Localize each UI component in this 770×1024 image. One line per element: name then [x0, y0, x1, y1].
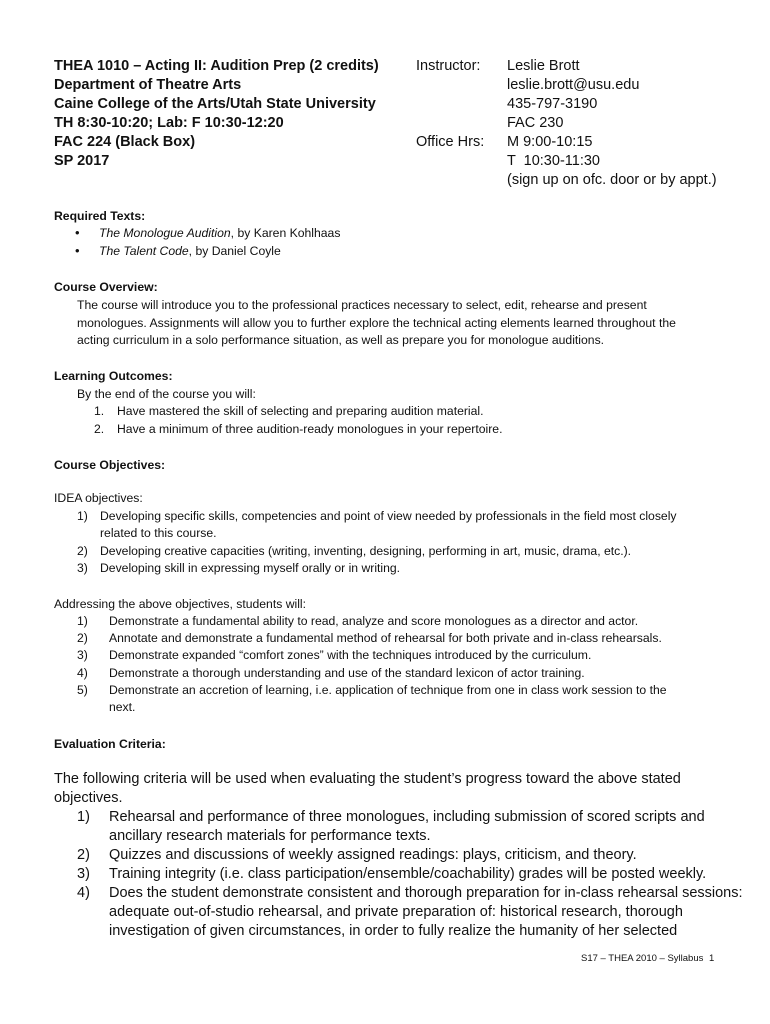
list-item-continuation: investigation of given circumstances, in order to fully realize the humanity of her selected	[109, 923, 678, 939]
list-item: Demonstrate expanded “comfort zones” with the techniques introduced by the curriculum.	[109, 648, 592, 662]
list-item: Developing skill in expressing myself orally or in writing.	[100, 561, 401, 575]
list-item: Demonstrate a thorough understanding and use of the standard lexicon of actor training.	[109, 666, 585, 680]
list-number: 5)	[77, 683, 88, 697]
book-title: The Talent Code	[99, 244, 189, 258]
college: Caine College of the Arts/Utah State University	[54, 96, 376, 112]
list-number: 3)	[77, 561, 88, 575]
list-item: Annotate and demonstrate a fundamental method of rehearsal for both private and in-class rehearsals.	[109, 631, 662, 645]
office-hours-tuesday: T 10:30-11:30	[507, 153, 600, 169]
list-number: 4)	[77, 666, 88, 680]
learning-outcomes-intro: By the end of the course you will:	[77, 387, 256, 401]
list-item: Developing creative capacities (writing, inventing, designing, performing in art, music, drama, etc.).	[100, 544, 632, 558]
list-number: 2)	[77, 631, 88, 645]
list-number: 3)	[77, 648, 88, 662]
overview-line: monologues. Assignments will allow you to further explore the technical acting elements learned throughout the	[77, 316, 676, 330]
instructor-office: FAC 230	[507, 115, 564, 131]
department: Department of Theatre Arts	[54, 77, 242, 93]
instructor-label: Instructor:	[416, 58, 481, 74]
list-item-continuation: related to this course.	[100, 526, 217, 540]
office-hours-note: (sign up on ofc. door or by appt.)	[507, 172, 717, 188]
list-item: Have mastered the skill of selecting and preparing audition material.	[117, 404, 484, 418]
book-title: The Monologue Audition	[99, 226, 231, 240]
book-author: , by Daniel Coyle	[188, 244, 281, 258]
list-number: 1)	[77, 614, 88, 628]
classroom: FAC 224 (Black Box)	[54, 134, 196, 150]
list-item-continuation: next.	[109, 700, 136, 714]
bullet-icon: •	[75, 243, 80, 258]
instructor-phone: 435-797-3190	[507, 96, 598, 112]
bullet-icon: •	[75, 225, 80, 240]
list-item: Have a minimum of three audition-ready monologues in your repertoire.	[117, 422, 503, 436]
evaluation-intro: The following criteria will be used when evaluating the student’s progress toward the above stated	[54, 771, 681, 787]
course-objectives-heading: Course Objectives:	[54, 458, 166, 472]
instructor-name: Leslie Brott	[507, 58, 580, 74]
list-item: Rehearsal and performance of three monologues, including submission of scored scripts and	[109, 809, 705, 825]
list-number: 2)	[77, 847, 90, 863]
course-title: THEA 1010 – Acting II: Audition Prep (2 credits)	[54, 58, 379, 74]
list-item-continuation: adequate out-of-studio rehearsal, and private preparation of: historical research, thorough	[109, 904, 683, 920]
overview-line: The course will introduce you to the professional practices necessary to select, edit, rehearse and present	[77, 298, 647, 312]
addressing-objectives-intro: Addressing the above objectives, students will:	[54, 597, 307, 611]
list-number: 1)	[77, 509, 88, 523]
instructor-email[interactable]: leslie.brott@usu.edu	[507, 77, 640, 93]
page-number: 1	[709, 953, 715, 964]
class-schedule: TH 8:30-10:20; Lab: F 10:30-12:20	[54, 115, 284, 131]
list-number: 4)	[77, 885, 90, 901]
list-number: 1.	[94, 404, 105, 418]
idea-objectives-intro: IDEA objectives:	[54, 491, 143, 505]
evaluation-intro-continuation: objectives.	[54, 790, 123, 806]
office-hours-monday: M 9:00-10:15	[507, 134, 593, 150]
list-item: Developing specific skills, competencies and point of view needed by professionals in the field most closely	[100, 509, 677, 523]
list-item: Quizzes and discussions of weekly assigned readings: plays, criticism, and theory.	[109, 847, 637, 863]
list-item: Does the student demonstrate consistent and thorough preparation for in-class rehearsal sessions:	[109, 885, 743, 901]
semester: SP 2017	[54, 153, 110, 169]
book-author: , by Karen Kohlhaas	[230, 226, 341, 240]
overview-line: acting curriculum in a solo performance situation, as well as prepare you for monologue auditions.	[77, 333, 605, 347]
list-item	[99, 243, 281, 261]
list-number: 3)	[77, 866, 90, 882]
required-texts-heading: Required Texts:	[54, 209, 146, 223]
list-number: 1)	[77, 809, 90, 825]
evaluation-criteria-heading: Evaluation Criteria:	[54, 737, 166, 751]
list-number: 2)	[77, 544, 88, 558]
list-item: Training integrity (i.e. class participation/ensemble/coachability) grades will be posted weekly.	[109, 866, 707, 882]
list-item: Demonstrate a fundamental ability to read, analyze and score monologues as a director and actor.	[109, 614, 639, 628]
list-item	[99, 225, 340, 243]
office-hours-label: Office Hrs:	[416, 134, 485, 150]
learning-outcomes-heading: Learning Outcomes:	[54, 369, 173, 383]
footer-label: S17 – THEA 2010 – Syllabus	[581, 953, 704, 964]
list-item: Demonstrate an accretion of learning, i.e. application of technique from one in class work session to the	[109, 683, 667, 697]
course-overview-heading: Course Overview:	[54, 280, 158, 294]
list-item-continuation: ancillary research materials for performance texts.	[109, 828, 431, 844]
list-number: 2.	[94, 422, 105, 436]
